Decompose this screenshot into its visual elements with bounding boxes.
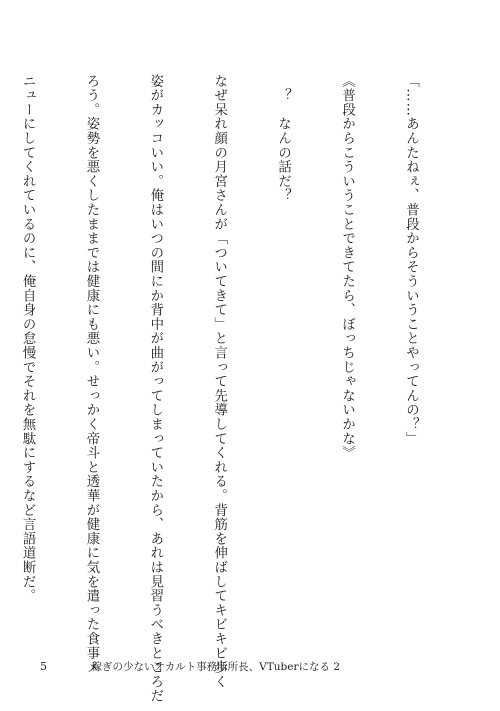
running-title: 稼ぎの少ないオカルト事務所所長、VTuberになる 2 (91, 661, 341, 673)
text-line: ？ なんの話だ？ (275, 74, 291, 203)
text-line: 「……あんたねぇ、普段からそういうことやってんの？」 (403, 74, 419, 446)
text-line: ニューにしてくれているのに、俺自身の怠慢でそれを無駄にするなど言語道断だ。 (20, 74, 36, 604)
text-line: 《普段からこういうことできてたら、ぼっちじゃないかな》 (339, 74, 355, 461)
page-number: 5 (40, 660, 47, 673)
text-line: ろう。姿勢を悪くしたままでは健康にも悪い。せっかく帝斗と透華が健康に気を遣った食事メ (83, 74, 99, 675)
text-line: なぜ呆れ顔の月宮さんが「ついてきて」と言って先導してくれる。背筋を伸ばしてキビキビ歩く (211, 74, 227, 689)
text-line: 姿がカッコいい。俺はいつの間にか背中が曲がってしまっていたから、あれは見習うべきところだ (147, 74, 163, 704)
page-footer (40, 660, 340, 674)
